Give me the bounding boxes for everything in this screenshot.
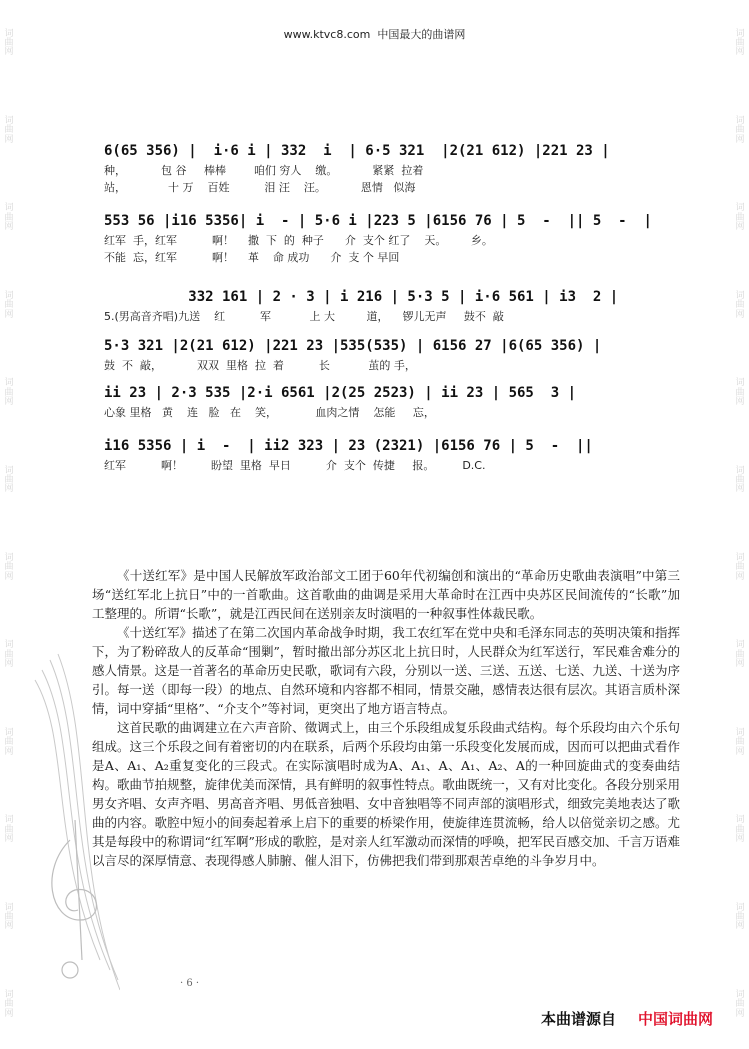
watermark-char: 网: [4, 222, 14, 233]
watermark-unit: [735, 467, 744, 495]
watermark-column-left: [1, 0, 17, 1049]
watermark-char: 词: [4, 902, 14, 913]
watermark-char: 词: [735, 990, 745, 1001]
watermark-column-right: [732, 0, 748, 1049]
watermark-char: 词: [4, 640, 14, 651]
watermark-unit: [4, 204, 13, 232]
notation-line: 6(65 356) | i·6 i | 332 i | 6·5 321 |2(21 612) |221 23 |: [104, 143, 610, 159]
watermark-char: 网: [4, 834, 14, 845]
watermark-char: 网: [735, 746, 745, 757]
watermark-char: 网: [4, 309, 14, 320]
page-header: [0, 26, 749, 42]
watermark-char: 词: [4, 727, 14, 738]
watermark-unit: [4, 729, 13, 757]
watermark-char: 曲: [735, 37, 745, 48]
watermark-unit: [4, 991, 13, 1019]
watermark-unit: [735, 991, 744, 1019]
watermark-char: 曲: [735, 475, 745, 486]
music-score: [104, 140, 694, 474]
watermark-unit: [735, 729, 744, 757]
watermark-char: 词: [4, 378, 14, 389]
watermark-unit: [4, 117, 13, 145]
watermark-char: 曲: [735, 125, 745, 136]
score-system: [104, 140, 694, 196]
watermark-char: 词: [4, 28, 14, 39]
watermark-char: 曲: [4, 562, 14, 573]
watermark-char: 曲: [4, 649, 14, 660]
watermark-char: 网: [735, 834, 745, 845]
lyric-line: 心象 里格 黄 连 脸 在 笑， 血肉之情 怎能 忘，: [104, 406, 435, 419]
watermark-char: 曲: [4, 212, 14, 223]
notation-line: i16 5356 | i - | ii2 323 | 23 (2321) |6156 76 | 5 - ||: [104, 438, 593, 454]
watermark-char: 网: [4, 571, 14, 582]
watermark-char: 曲: [735, 387, 745, 398]
essay-text: [92, 566, 680, 870]
watermark-char: 曲: [735, 824, 745, 835]
notation-line: 553 56 |i16 5356| i - | 5·6 i |223 5 |6156 76 | 5 - || 5 - |: [104, 213, 652, 229]
source-label: 本曲谱源自: [540, 1010, 616, 1028]
watermark-char: 网: [735, 309, 745, 320]
lyric-line: 红军 啊！ 盼望 里格 早日 介 支个 传捷 报。 D.C.: [104, 459, 486, 472]
watermark-char: 词: [735, 115, 745, 126]
watermark-unit: [735, 641, 744, 669]
notation-line: ii 23 | 2·3 535 |2·i 6561 |2(25 2523) | ii 23 | 565 3 |: [104, 385, 577, 401]
watermark-unit: [735, 117, 744, 145]
watermark-char: 网: [735, 484, 745, 495]
lyric-line: 红军 手，红军 啊！ 撒 下 的 种子 介 支个 红了 天。 乡。: [104, 234, 493, 247]
watermark-char: 曲: [735, 737, 745, 748]
source-credit: [541, 1008, 713, 1029]
watermark-char: 网: [4, 1008, 14, 1019]
watermark-char: 词: [735, 727, 745, 738]
page-number: · 6 ·: [180, 978, 200, 989]
watermark-char: 网: [4, 134, 14, 145]
score-system: [104, 286, 694, 325]
watermark-char: 曲: [735, 212, 745, 223]
source-site-link[interactable]: 中国词曲网: [637, 1010, 713, 1028]
watermark-char: 网: [4, 47, 14, 58]
watermark-char: 曲: [4, 737, 14, 748]
watermark-unit: [4, 641, 13, 669]
watermark-char: 词: [4, 115, 14, 126]
watermark-char: 曲: [4, 999, 14, 1010]
lyric-line: 鼓 不 敲， 双双 里格 拉 着 长 茧的 手，: [104, 359, 416, 372]
watermark-char: 词: [735, 552, 745, 563]
watermark-char: 词: [4, 815, 14, 826]
watermark-char: 曲: [735, 912, 745, 923]
lyric-line: 站， 十 万 百姓 泪 汪 汪。 恩情 似海: [104, 181, 416, 194]
watermark-char: 词: [4, 290, 14, 301]
watermark-char: 网: [4, 659, 14, 670]
watermark-char: 词: [735, 203, 745, 214]
watermark-char: 网: [735, 571, 745, 582]
watermark-char: 曲: [735, 300, 745, 311]
watermark-char: 词: [735, 640, 745, 651]
watermark-char: 词: [4, 990, 14, 1001]
score-system: [104, 210, 694, 266]
watermark-char: 词: [4, 203, 14, 214]
watermark-char: 词: [4, 465, 14, 476]
watermark-unit: [735, 904, 744, 932]
watermark-char: 网: [735, 47, 745, 58]
watermark-char: 网: [735, 222, 745, 233]
header-url[interactable]: www.ktvc8.com: [283, 28, 371, 41]
watermark-unit: [4, 292, 13, 320]
watermark-char: 网: [4, 746, 14, 757]
watermark-char: 曲: [735, 562, 745, 573]
watermark-char: 词: [735, 902, 745, 913]
watermark-char: 曲: [4, 387, 14, 398]
header-site-name: 中国最大的曲谱网: [377, 28, 466, 41]
watermark-unit: [735, 379, 744, 407]
score-system: [104, 435, 694, 474]
watermark-unit: [4, 379, 13, 407]
watermark-char: 网: [4, 921, 14, 932]
notation-line: 332 161 | 2 · 3 | i 216 | 5·3 5 | i·6 561 | i3 2 |: [104, 289, 619, 305]
watermark-char: 曲: [735, 999, 745, 1010]
watermark-char: 曲: [4, 37, 14, 48]
lyric-line: 不能 忘，红军 啊！ 革 命 成功 介 支 个 早回: [104, 251, 400, 264]
watermark-char: 网: [735, 134, 745, 145]
score-system: [104, 382, 694, 421]
watermark-char: 网: [735, 659, 745, 670]
watermark-char: 网: [4, 397, 14, 408]
watermark-char: 词: [735, 290, 745, 301]
watermark-unit: [735, 816, 744, 844]
watermark-char: 曲: [4, 912, 14, 923]
watermark-unit: [4, 554, 13, 582]
watermark-char: 网: [735, 921, 745, 932]
watermark-unit: [4, 816, 13, 844]
score-system: [104, 335, 694, 374]
watermark-unit: [735, 204, 744, 232]
watermark-char: 曲: [4, 125, 14, 136]
watermark-unit: [4, 904, 13, 932]
essay-paragraph: 这首民歌的曲调建立在六声音阶、徵调式上，由三个乐段组成复乐段曲式结构。每个乐段均由六个乐句组成。这三个乐段之间有着密切的内在联系，后两个乐段均由第一乐段变化发展而成，因而可以把曲式看作是A、A₁、A₂重复变化的三段式。在实际演唱时成为A、A₁、A、A₁、A₂、A的一种回旋曲式的变奏曲结构。歌曲节拍规整，旋律优美而深情，具有鲜明的叙事性特点。歌曲既统一，又有对比变化。各段分别采用男女齐唱、女声齐唱、男高音齐唱、男低音独唱、女中音独唱等不同声部的演唱形式，细致完美地表达了歌曲的内容。歌腔中短小的间奏起着承上启下的重要的桥梁作用，使旋律连贯流畅，给人以倍觉亲切之感。尤其是每段中的称谓词“红军啊”形成的歌腔，是对亲人红军激动而深情的呼唤，把军民百感交加、千言万语难以言尽的深厚情意、表现得感人肺腑、催人泪下，仿佛把我们带到那艰苦卓绝的斗争岁月中。: [92, 720, 680, 868]
watermark-char: 曲: [4, 824, 14, 835]
watermark-char: 网: [4, 484, 14, 495]
watermark-char: 词: [4, 552, 14, 563]
watermark-char: 网: [735, 397, 745, 408]
watermark-unit: [735, 292, 744, 320]
watermark-char: 词: [735, 465, 745, 476]
lyric-line: 5.(男高音齐唱)九送 红 军 上 大 道， 锣儿无声 鼓不 敲: [104, 310, 504, 323]
watermark-char: 曲: [735, 649, 745, 660]
watermark-char: 曲: [4, 475, 14, 486]
watermark-char: 网: [735, 1008, 745, 1019]
notation-line: 5·3 321 |2(21 612) |221 23 |535(535) | 6156 27 |6(65 356) |: [104, 338, 602, 354]
watermark-char: 词: [735, 378, 745, 389]
essay-paragraph: 《十送红军》描述了在第二次国内革命战争时期，我工农红军在党中央和毛泽东同志的英明决策和指挥下，为了粉碎敌人的反革命“围剿”，暂时撤出部分苏区北上抗日时，人民群众为红军送行，军民难舍难分的感人情景。这是一首著名的革命历史民歌，歌词有六段，分别以一送、三送、五送、七送、九送、十送为序引。每一送（即每一段）的地点、自然环境和内容都不相同，情景交融，感情表达很有层次。其语言质朴深情，词中穿插“里格”、“介支个”等衬词，更突出了地方语言特点。: [92, 625, 680, 716]
essay-paragraph: 《十送红军》是中国人民解放军政治部文工团于60年代初编创和演出的“革命历史歌曲表演唱”中第三场“送红军北上抗日”中的一首歌曲。这首歌曲的曲调是采用大革命时在江西中央苏区民间流传的“长歌”加工整理的。所谓“长歌”，就是江西民间在送别亲友时演唱的一种叙事性体裁民歌。: [92, 568, 680, 621]
watermark-char: 词: [735, 815, 745, 826]
watermark-char: 词: [735, 28, 745, 39]
lyric-line: 种， 包 谷 棒棒 咱们 穷人 缴。 紧紧 拉着: [104, 164, 424, 177]
watermark-char: 曲: [4, 300, 14, 311]
watermark-unit: [735, 554, 744, 582]
watermark-unit: [4, 467, 13, 495]
